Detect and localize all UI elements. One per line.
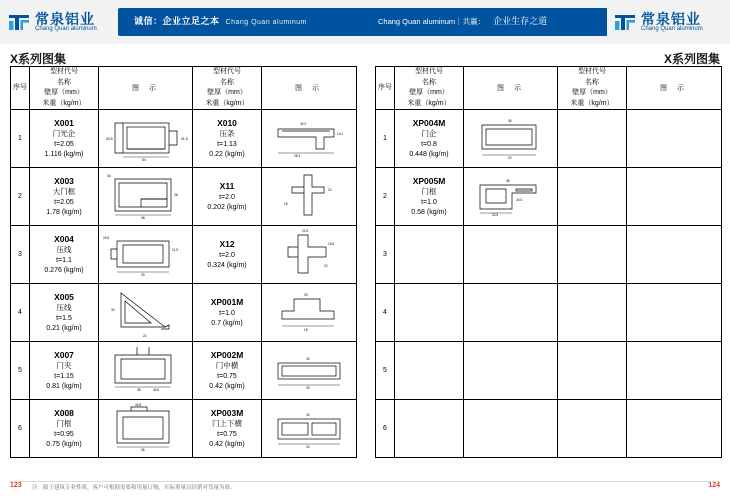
- row-code: X005: [54, 291, 74, 302]
- table-row: [376, 400, 559, 458]
- svg-text:38: 38: [506, 179, 510, 183]
- profile-drawing-x012: [262, 227, 356, 282]
- header-info-line-3: 壁厚（mm）: [44, 89, 84, 96]
- header-info-line-4: 米重（kg/m）: [407, 99, 451, 107]
- header-info-line-1: 型材代号: [578, 68, 606, 75]
- profile-drawing-x011: [262, 169, 356, 224]
- row-code: X001: [54, 117, 74, 128]
- profile-drawing-x003: [99, 169, 193, 224]
- row-name: 压条: [219, 129, 235, 139]
- row-figure: [99, 168, 194, 226]
- header-figure: 图 示: [99, 67, 194, 110]
- profile-drawing-x007: [99, 343, 193, 398]
- table-row: [558, 400, 722, 458]
- left-table-a: [10, 66, 194, 458]
- row-thickness: t=0.75: [217, 430, 237, 438]
- profile-drawing-x010: [262, 111, 356, 166]
- svg-text:24.5: 24.5: [492, 213, 499, 217]
- row-thickness: t=1.0: [219, 309, 235, 317]
- header-info: [395, 67, 464, 110]
- row-code: XP002M: [210, 349, 244, 360]
- row-thickness: t=0.75: [217, 372, 237, 380]
- table-row: [11, 342, 194, 400]
- row-code: XP005M: [412, 175, 446, 186]
- row-code: X010: [217, 117, 237, 128]
- header-figure: 图 示: [464, 67, 559, 110]
- svg-text:38: 38: [137, 388, 141, 392]
- row-figure: [99, 226, 194, 284]
- profile-drawing-xp005m: [464, 169, 558, 224]
- header-info-line-4: 米重（kg/m）: [205, 99, 249, 107]
- row-weight: 1.78 (kg/m): [46, 209, 82, 217]
- table-row: [11, 284, 194, 342]
- table-row: [376, 168, 559, 226]
- table-header-row: [376, 67, 559, 110]
- right-page-number: 124: [708, 482, 720, 489]
- profile-drawing-xp003m: [262, 401, 356, 456]
- row-thickness: t=1.1: [56, 256, 72, 264]
- row-info: [193, 342, 262, 400]
- page-header: [0, 0, 730, 44]
- row-info: [558, 110, 627, 168]
- row-figure: [627, 168, 722, 226]
- svg-text:36: 36: [508, 119, 512, 123]
- row-weight: 0.276 (kg/m): [44, 267, 84, 275]
- row-figure: [627, 342, 722, 400]
- company-logo-icon: [612, 9, 638, 35]
- row-info: [193, 110, 262, 168]
- left-page-title: X系列图集: [10, 52, 67, 66]
- table-row: [376, 226, 559, 284]
- svg-text:24: 24: [306, 445, 310, 449]
- row-info: [395, 400, 464, 458]
- svg-text:28.1: 28.1: [294, 154, 301, 158]
- row-name: 门光企: [52, 129, 76, 139]
- right-table-b: [557, 66, 722, 458]
- row-thickness: t=0.95: [54, 430, 74, 438]
- row-figure: [464, 400, 559, 458]
- svg-text:33: 33: [141, 273, 145, 277]
- row-info: [395, 110, 464, 168]
- row-weight: 0.202 (kg/m): [207, 203, 247, 211]
- svg-text:46: 46: [141, 216, 145, 220]
- row-figure: [99, 110, 194, 168]
- svg-text:26: 26: [174, 193, 178, 197]
- svg-text:22.5: 22.5: [302, 229, 309, 233]
- svg-text:40: 40: [306, 413, 310, 417]
- header-info-line-2: 名称: [585, 78, 599, 86]
- row-figure: [99, 400, 194, 458]
- row-index: 3: [11, 226, 30, 284]
- svg-text:36: 36: [141, 448, 145, 452]
- svg-text:20: 20: [324, 264, 328, 268]
- row-weight: 0.7 (kg/m): [211, 319, 243, 327]
- row-thickness: t=1.15: [54, 372, 74, 380]
- row-figure: [262, 168, 357, 226]
- row-thickness: t=0.8: [421, 140, 437, 148]
- right-page-title: X系列图集: [663, 52, 720, 66]
- header-info-line-4: 米重（kg/m）: [570, 99, 614, 107]
- row-name: 门中横: [215, 361, 239, 371]
- row-thickness: t=2.05: [54, 140, 74, 148]
- row-figure: [627, 110, 722, 168]
- header-info-line-4: 米重（kg/m）: [42, 99, 86, 107]
- profile-drawing-x008: [99, 401, 193, 456]
- row-figure: [627, 284, 722, 342]
- svg-text:15.5: 15.5: [328, 242, 335, 246]
- row-weight: 0.448 (kg/m): [409, 151, 449, 159]
- row-info: [558, 342, 627, 400]
- logo-left-en: Chang Quan aluminum: [35, 26, 97, 32]
- row-info: [395, 168, 464, 226]
- header-right-slogan: [378, 14, 547, 27]
- svg-text:22: 22: [328, 188, 332, 192]
- row-index: 4: [11, 284, 30, 342]
- row-index: 6: [376, 400, 395, 458]
- left-page: [0, 44, 365, 480]
- header-left-slogan-cn: 诚信：企业立足之本: [134, 16, 220, 26]
- header-info-line-2: 名称: [422, 78, 436, 86]
- row-figure: [262, 342, 357, 400]
- header-figure: 图 示: [627, 67, 722, 110]
- row-name: 门框: [56, 419, 72, 429]
- header-left-slogan-en: Chang Quan aluminum: [225, 19, 308, 26]
- table-row: [193, 400, 357, 458]
- svg-text:18: 18: [304, 328, 308, 332]
- header-right-slogan-cn: 企业生存之道: [493, 16, 548, 26]
- row-figure: [464, 110, 559, 168]
- table-row: [193, 342, 357, 400]
- header-info-line-3: 壁厚（mm）: [572, 89, 612, 96]
- table-row: [193, 168, 357, 226]
- row-info: [30, 284, 99, 342]
- svg-text:34: 34: [107, 174, 111, 178]
- row-thickness: t=1.13: [217, 140, 237, 148]
- row-info: [30, 168, 99, 226]
- row-name: 门企: [421, 129, 437, 139]
- profile-drawing-x001: [99, 111, 193, 166]
- row-code: X007: [54, 349, 74, 360]
- row-weight: 0.324 (kg/m): [207, 261, 247, 269]
- svg-text:20.5: 20.5: [516, 198, 523, 202]
- svg-text:30: 30: [111, 308, 115, 312]
- table-row: [11, 400, 194, 458]
- row-code: XP004M: [412, 117, 446, 128]
- table-row: [376, 342, 559, 400]
- svg-text:29: 29: [304, 293, 308, 297]
- row-info: [30, 226, 99, 284]
- row-figure: [464, 168, 559, 226]
- header-info-line-3: 壁厚（mm）: [207, 89, 247, 96]
- row-index: 2: [376, 168, 395, 226]
- row-thickness: t=2.05: [54, 198, 74, 206]
- row-info: [558, 400, 627, 458]
- row-name: 大门框: [52, 187, 76, 197]
- row-info: [558, 226, 627, 284]
- row-index: 1: [11, 110, 30, 168]
- row-weight: 1.116 (kg/m): [44, 151, 84, 159]
- row-code: X004: [54, 233, 74, 244]
- logo-right-en: Chang Quan aluminum: [641, 26, 703, 32]
- right-table-a: [375, 66, 559, 458]
- row-figure: [464, 226, 559, 284]
- header-right-slogan-en: Chang Quan aluminum｜共赢：: [378, 17, 486, 26]
- table-row: [558, 284, 722, 342]
- table-row: [193, 226, 357, 284]
- row-index: 3: [376, 226, 395, 284]
- svg-text:18: 18: [284, 202, 288, 206]
- row-weight: 0.81 (kg/m): [46, 383, 82, 391]
- row-weight: 0.42 (kg/m): [209, 383, 245, 391]
- row-index: 6: [11, 400, 30, 458]
- table-row: [11, 168, 194, 226]
- footer-divider: [10, 481, 720, 482]
- row-figure: [464, 284, 559, 342]
- row-info: [193, 400, 262, 458]
- right-page: [365, 44, 730, 480]
- row-figure: [262, 284, 357, 342]
- row-figure: [262, 226, 357, 284]
- table-row: [376, 284, 559, 342]
- row-name: 门上下横: [212, 419, 242, 429]
- row-weight: 0.42 (kg/m): [209, 441, 245, 449]
- table-row: [558, 110, 722, 168]
- svg-text:44.8: 44.8: [135, 403, 142, 407]
- svg-text:34.2: 34.2: [300, 122, 307, 126]
- svg-text:22: 22: [508, 156, 512, 160]
- table-header-row: [558, 67, 722, 110]
- svg-text:40.5: 40.5: [153, 388, 160, 392]
- logo-right-cn: 常泉铝业: [641, 11, 701, 27]
- table-row: [558, 168, 722, 226]
- row-figure: [262, 110, 357, 168]
- row-code: X11: [219, 181, 235, 192]
- profile-drawing-xp004m: [464, 111, 558, 166]
- row-figure: [262, 400, 357, 458]
- header-info: [193, 67, 262, 110]
- header-info-line-2: 名称: [57, 78, 71, 86]
- row-info: [30, 342, 99, 400]
- table-row: [193, 110, 357, 168]
- svg-text:54: 54: [142, 158, 146, 162]
- svg-text:14.2: 14.2: [337, 132, 344, 136]
- row-code: XP003M: [210, 407, 244, 418]
- table-row: [376, 110, 559, 168]
- row-info: [193, 168, 262, 226]
- row-index: 1: [376, 110, 395, 168]
- row-figure: [627, 226, 722, 284]
- row-info: [193, 284, 262, 342]
- svg-text:22: 22: [143, 334, 147, 338]
- row-weight: 0.75 (kg/m): [46, 441, 82, 449]
- header-info-line-1: 型材代号: [415, 68, 443, 75]
- row-figure: [99, 284, 194, 342]
- row-index: 5: [376, 342, 395, 400]
- row-weight: 0.22 (kg/m): [209, 151, 245, 159]
- left-table-b: [192, 66, 357, 458]
- row-thickness: t=2.0: [219, 251, 235, 259]
- row-figure: [99, 342, 194, 400]
- left-page-number: 123: [10, 482, 22, 489]
- header-index: 序号: [376, 67, 395, 110]
- row-figure: [464, 342, 559, 400]
- row-index: 5: [11, 342, 30, 400]
- header-info-line-2: 名称: [220, 78, 234, 86]
- table-row: [11, 110, 194, 168]
- profile-drawing-xp002m: [262, 343, 356, 398]
- table-row: [11, 226, 194, 284]
- row-index: 2: [11, 168, 30, 226]
- row-thickness: t=2.0: [219, 193, 235, 201]
- row-figure: [627, 400, 722, 458]
- row-code: XP001M: [210, 297, 244, 308]
- row-thickness: t=1.0: [421, 198, 437, 206]
- svg-text:24.5: 24.5: [103, 236, 110, 240]
- header-info: [558, 67, 627, 110]
- row-code: X008: [54, 407, 74, 418]
- row-code: X003: [54, 175, 74, 186]
- header-left-slogan: [134, 14, 307, 27]
- svg-text:30: 30: [306, 386, 310, 390]
- row-info: [395, 342, 464, 400]
- profile-drawing-x005: [99, 285, 193, 340]
- table-header-row: [193, 67, 357, 110]
- row-weight: 0.58 (kg/m): [411, 209, 447, 217]
- row-index: 4: [376, 284, 395, 342]
- row-code: X12: [219, 239, 235, 250]
- svg-text:40: 40: [306, 357, 310, 361]
- row-name: 压线: [56, 245, 72, 255]
- svg-text:31.5: 31.5: [181, 137, 188, 141]
- page-footer: [0, 480, 730, 498]
- row-name: 门夹: [56, 361, 72, 371]
- company-logo-icon: [6, 9, 32, 35]
- header-info-line-1: 型材代号: [213, 68, 241, 75]
- logo-left: [6, 8, 118, 36]
- header-info: [30, 67, 99, 110]
- row-thickness: t=1.5: [56, 314, 72, 322]
- svg-text:43.5: 43.5: [106, 137, 113, 141]
- header-info-line-1: 型材代号: [50, 68, 78, 75]
- row-info: [30, 400, 99, 458]
- footer-note: 注：限于建筑专业性质，客户可根据需要和用量订购，实际重量以经销对货量为准。: [32, 485, 236, 491]
- logo-left-cn: 常泉铝业: [35, 11, 95, 27]
- table-row: [558, 226, 722, 284]
- row-info: [558, 168, 627, 226]
- header-info-line-3: 壁厚（mm）: [409, 89, 449, 96]
- row-weight: 0.21 (kg/m): [46, 325, 82, 333]
- row-info: [395, 226, 464, 284]
- profile-drawing-xp001m: [262, 285, 356, 340]
- table-header-row: [11, 67, 194, 110]
- header-figure: 图 示: [262, 67, 357, 110]
- row-info: [193, 226, 262, 284]
- table-row: [193, 284, 357, 342]
- logo-right: [612, 8, 724, 36]
- profile-drawing-x004: [99, 227, 193, 282]
- row-info: [558, 284, 627, 342]
- header-index: 序号: [11, 67, 30, 110]
- row-name: 门框: [421, 187, 437, 197]
- svg-text:11.9: 11.9: [172, 248, 178, 252]
- row-info: [30, 110, 99, 168]
- row-info: [395, 284, 464, 342]
- row-name: 压线: [56, 303, 72, 313]
- table-row: [558, 342, 722, 400]
